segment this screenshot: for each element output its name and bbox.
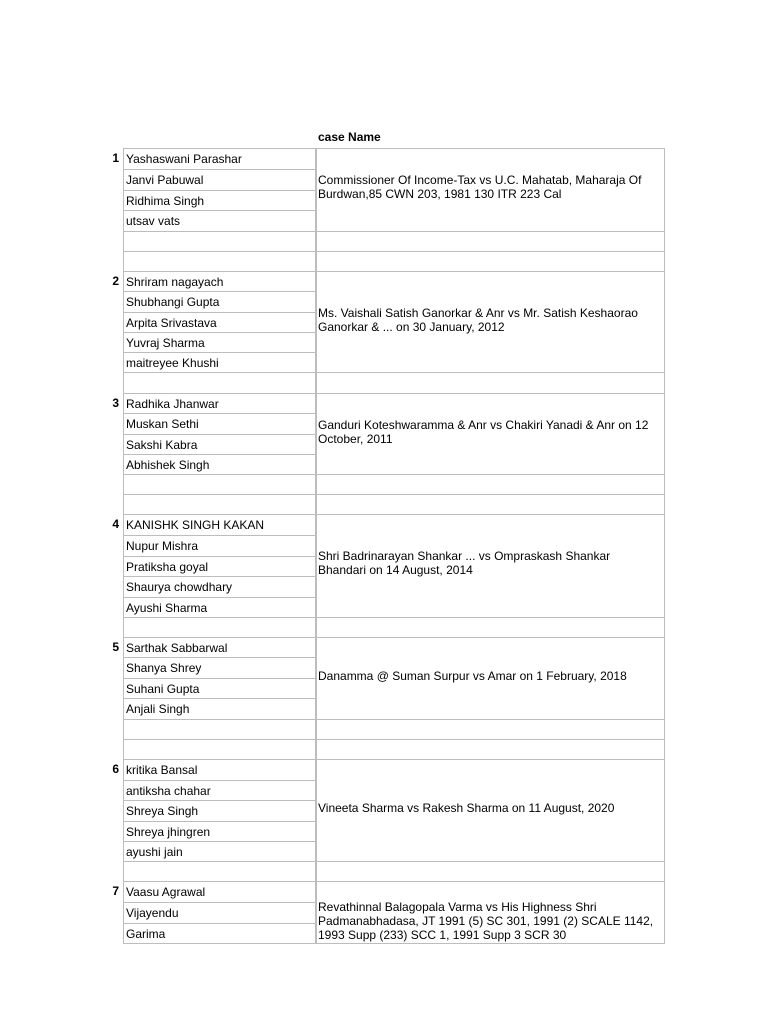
group-number: 4 <box>112 517 119 531</box>
member-name-cell[interactable]: Pratiksha goyal <box>123 556 316 577</box>
empty-cell[interactable] <box>316 494 665 515</box>
member-name-cell[interactable]: Shreya jhingren <box>123 821 316 842</box>
member-name-cell[interactable]: KANISHK SINGH KAKAN <box>123 514 316 536</box>
group-number: 1 <box>112 151 119 165</box>
empty-cell[interactable] <box>123 494 316 515</box>
case-name-cell[interactable]: Shri Badrinarayan Shankar ... vs Ompraskash Shankar Bhandari on 14 August, 2014 <box>316 514 665 618</box>
case-name-cell[interactable]: Vineeta Sharma vs Rakesh Sharma on 11 August, 2020 <box>316 759 665 862</box>
member-name-cell[interactable]: Janvi Pabuwal <box>123 169 316 191</box>
empty-cell[interactable] <box>123 474 316 495</box>
empty-cell[interactable] <box>316 861 665 882</box>
member-name-cell[interactable]: Shaurya chowdhary <box>123 576 316 598</box>
group-number: 5 <box>112 640 119 654</box>
member-name-cell[interactable]: antiksha chahar <box>123 780 316 801</box>
member-name-cell[interactable]: maitreyee Khushi <box>123 352 316 373</box>
empty-cell[interactable] <box>316 739 665 760</box>
member-name-cell[interactable]: Ridhima Singh <box>123 190 316 211</box>
member-name-cell[interactable]: Sarthak Sabbarwal <box>123 637 316 658</box>
member-name-cell[interactable]: Arpita Srivastava <box>123 312 316 333</box>
group-number: 7 <box>112 884 119 898</box>
member-name-cell[interactable]: Nupur Mishra <box>123 535 316 557</box>
case-name-header: case Name <box>318 130 381 144</box>
group-number: 3 <box>112 396 119 410</box>
member-name-cell[interactable]: Shreya Singh <box>123 800 316 822</box>
case-name-cell[interactable]: Ganduri Koteshwaramma & Anr vs Chakiri Yanadi & Anr on 12 October, 2011 <box>316 393 665 475</box>
case-name-cell[interactable]: Revathinnal Balagopala Varma vs His Highness Shri Padmanabhadasa, JT 1991 (5) SC 301, 1991 (2) SCALE 1142, 1993 Supp (233) SCC 1, 1991 Supp 3 SCR 30 <box>316 881 665 944</box>
case-name-cell[interactable]: Commissioner Of Income-Tax vs U.C. Mahatab, Maharaja Of Burdwan,85 CWN 203, 1981 130 ITR 223 Cal <box>316 148 665 232</box>
empty-cell[interactable] <box>123 861 316 882</box>
member-name-cell[interactable]: Yashaswani Parashar <box>123 148 316 170</box>
member-name-cell[interactable]: utsav vats <box>123 210 316 232</box>
empty-cell[interactable] <box>123 231 316 252</box>
member-name-cell[interactable]: Shanya Shrey <box>123 657 316 679</box>
member-name-cell[interactable]: Shriram nagayach <box>123 271 316 292</box>
empty-cell[interactable] <box>316 719 665 740</box>
member-name-cell[interactable]: Muskan Sethi <box>123 413 316 435</box>
member-name-cell[interactable]: Garima <box>123 923 316 944</box>
member-name-cell[interactable]: Abhishek Singh <box>123 454 316 475</box>
member-name-cell[interactable]: Ayushi Sharma <box>123 597 316 618</box>
member-name-cell[interactable]: Radhika Jhanwar <box>123 393 316 414</box>
case-name-cell[interactable]: Danamma @ Suman Surpur vs Amar on 1 February, 2018 <box>316 637 665 720</box>
empty-cell[interactable] <box>123 251 316 272</box>
member-name-cell[interactable]: Sakshi Kabra <box>123 434 316 455</box>
empty-cell[interactable] <box>123 739 316 760</box>
member-name-cell[interactable]: Vijayendu <box>123 902 316 924</box>
empty-cell[interactable] <box>123 617 316 638</box>
member-name-cell[interactable]: kritika Bansal <box>123 759 316 781</box>
member-name-cell[interactable]: Shubhangi Gupta <box>123 291 316 313</box>
group-number: 2 <box>112 274 119 288</box>
member-name-cell[interactable]: Suhani Gupta <box>123 678 316 699</box>
empty-cell[interactable] <box>123 372 316 394</box>
case-name-cell[interactable]: Ms. Vaishali Satish Ganorkar & Anr vs Mr. Satish Keshaorao Ganorkar & ... on 30 January, 2012 <box>316 271 665 373</box>
empty-cell[interactable] <box>316 372 665 394</box>
empty-cell[interactable] <box>316 474 665 495</box>
empty-cell[interactable] <box>316 251 665 272</box>
member-name-cell[interactable]: Yuvraj Sharma <box>123 332 316 353</box>
member-name-cell[interactable]: Vaasu Agrawal <box>123 881 316 903</box>
empty-cell[interactable] <box>316 231 665 252</box>
group-number: 6 <box>112 762 119 776</box>
empty-cell[interactable] <box>123 719 316 740</box>
empty-cell[interactable] <box>316 617 665 638</box>
member-name-cell[interactable]: ayushi jain <box>123 841 316 862</box>
member-name-cell[interactable]: Anjali Singh <box>123 698 316 720</box>
